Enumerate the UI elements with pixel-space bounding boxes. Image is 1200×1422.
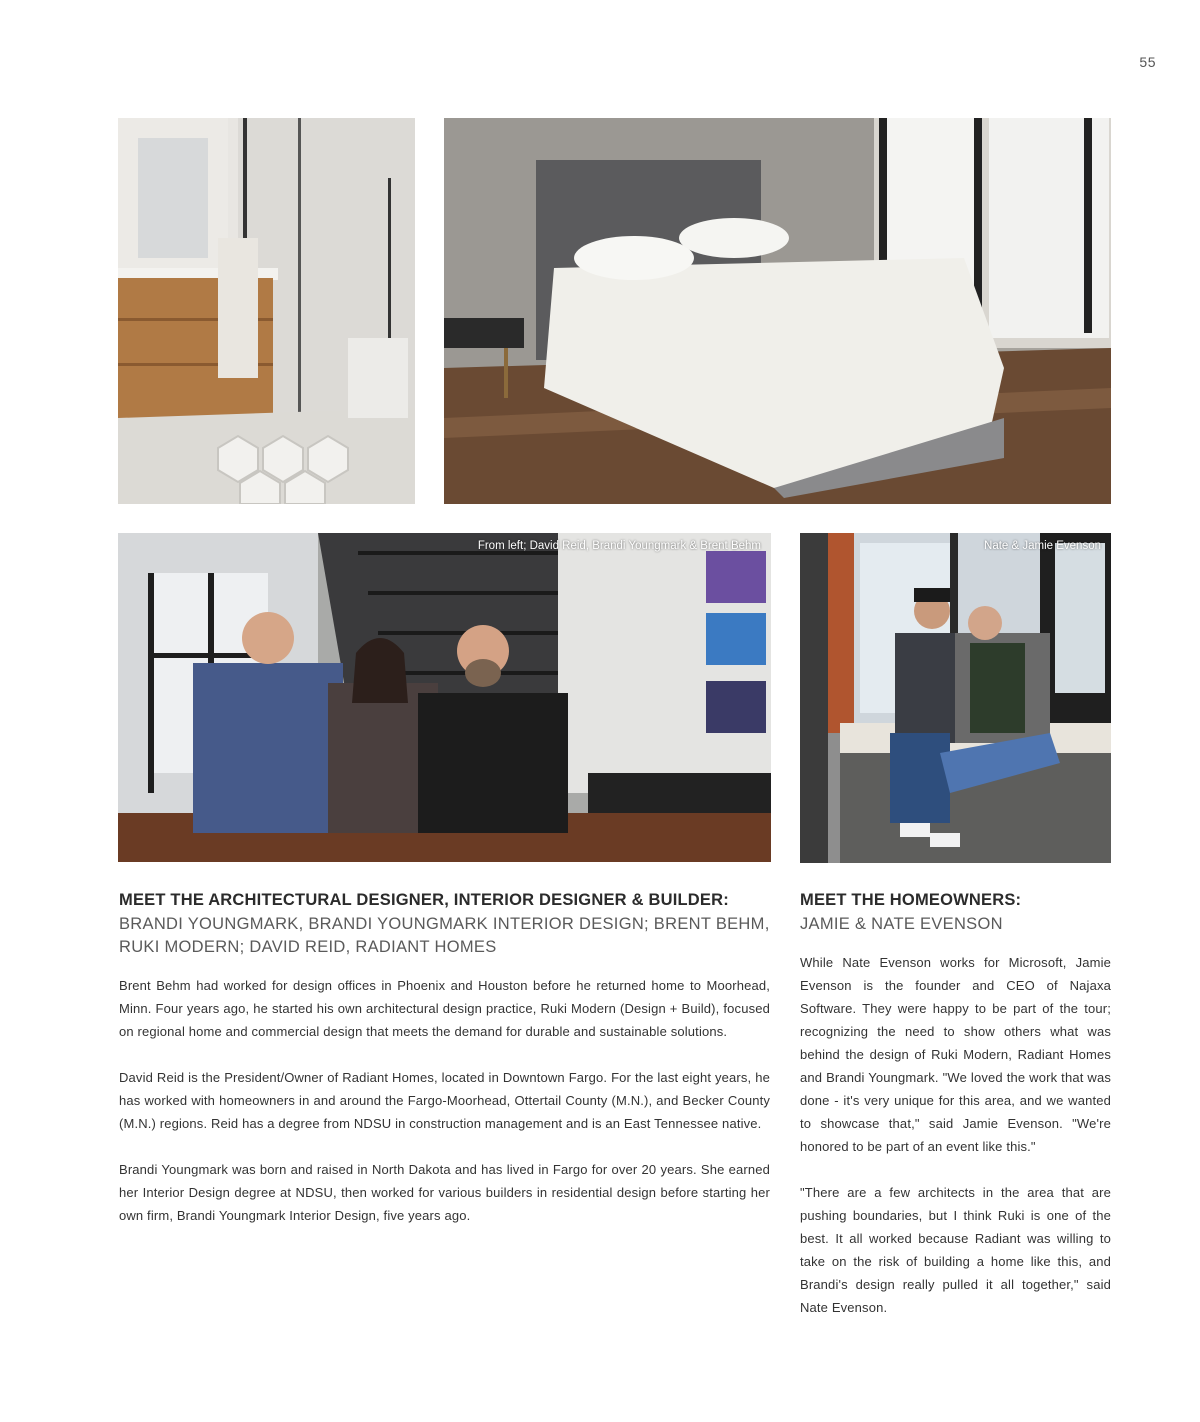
homeowners-section (800, 889, 1111, 1319)
designer-builder-heading: MEET THE ARCHITECTURAL DESIGNER, INTERIOR DESIGNER & BUILDER: (119, 891, 729, 909)
team-photo (118, 533, 771, 862)
body-paragraph: David Reid is the President/Owner of Radiant Homes, located in Downtown Fargo. For the last eight years, he has worked with homeowners in and around the Fargo-Moorhead, Ottertail County (M.N.), and Becker County (M.N.) regions. Reid has a degree from NDSU in construction management and is an East Tennessee native. (119, 1070, 770, 1131)
body-paragraph: Brent Behm had worked for design offices in Phoenix and Houston before he returned home to Moorhead, Minn. Four years ago, he started his own architectural design practice, Ruki Modern (Design + Build), focused on regional home and commercial design that meets the demand for durable and sustainable solutions. (119, 978, 770, 1039)
homeowners-heading: MEET THE HOMEOWNERS: (800, 891, 1022, 909)
team-photo-caption: From left; David Reid, Brandi Youngmark & Brent Behm (477, 540, 761, 552)
body-paragraph: Brandi Youngmark was born and raised in North Dakota and has lived in Fargo for over 20 years. She earned her Interior Design degree at NDSU, then worked for various builders in residential design before starting her own firm, Brandi Youngmark Interior Design, five years ago. (119, 1162, 770, 1223)
homeowners-photo-caption: Nate & Jamie Evenson (984, 540, 1101, 552)
body-paragraph: While Nate Evenson works for Microsoft, Jamie Evenson is the founder and CEO of Najaxa Software. They were happy to be part of the tour; recognizing the need to show others what was behind the design of Ruki Modern, Radiant Homes and Brandi Youngmark. "We loved the work that was done - it's very unique for this area, and we wanted to showcase that," said Jamie Evenson. "We're honored to be part of an event like this." (800, 955, 1111, 1154)
bedroom-photo (444, 118, 1111, 504)
homeowners-subheading: JAMIE & NATE EVENSON (800, 915, 1003, 933)
page-number: 55 (1139, 54, 1156, 70)
homeowners-photo (800, 533, 1111, 863)
bathroom-photo (118, 118, 415, 504)
designer-builder-section (119, 889, 770, 1227)
designer-builder-subheading: BRANDI YOUNGMARK, BRANDI YOUNGMARK INTERIOR DESIGN; BRENT BEHM, RUKI MODERN; DAVID REID, RADIANT HOMES (119, 915, 770, 956)
body-paragraph: "There are a few architects in the area that are pushing boundaries, but I think Ruki is one of the best. It all worked because Radiant was willing to take on the risk of building a home like this, and Brandi's design really pulled it all together," said Nate Evenson. (800, 1185, 1111, 1315)
